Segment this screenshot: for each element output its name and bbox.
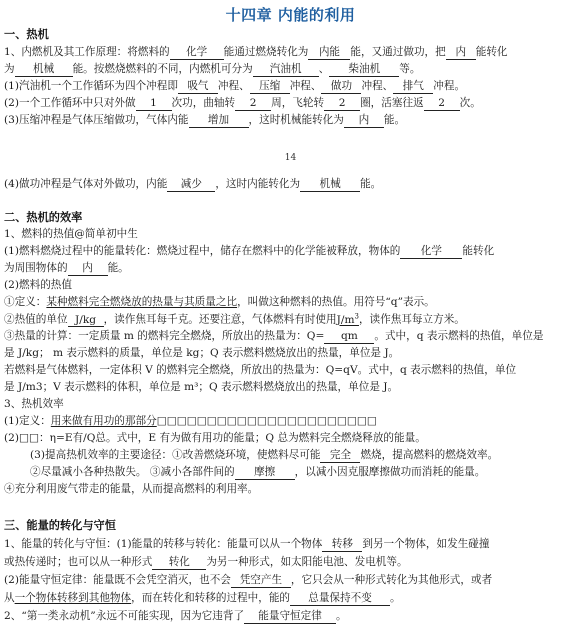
text-line — [4, 78, 579, 94]
fill-blank: 摩擦 — [235, 466, 295, 480]
text-span: 次功，曲轴转 — [171, 97, 236, 109]
fill-blank: 排气 — [393, 80, 433, 94]
text-line — [4, 95, 579, 111]
fill-blank: 2 — [235, 97, 271, 111]
fill-blank: 转移 — [322, 538, 362, 552]
underlined-answer — [337, 314, 359, 326]
text-line: 是 J/m3；V 表示燃料的体积，单位是 m³；Q 表示燃料燃烧放出的热量，单位是 J。 — [4, 381, 399, 393]
text-line — [4, 536, 579, 552]
text-span: ①定义： — [4, 296, 47, 308]
underlined-answer: 某种燃料完全燃烧放的热量与其质量之比 — [46, 296, 238, 308]
underlined-answer: 用来做有用功的那部分 — [50, 415, 157, 427]
text-span: ，读作焦耳每千克。还要注意，气体燃料有时使用 — [103, 313, 337, 326]
text-span: ②尽量减小各种热散失。 ③减小各部件间的 — [30, 466, 235, 478]
text-span: ，而在转化和转移的过程中，能的 — [131, 592, 291, 604]
text-line — [4, 413, 579, 429]
fill-blank: 机械 — [15, 63, 73, 77]
fill-blank: 做功 — [321, 80, 361, 94]
fill-blank: 增加 — [189, 114, 249, 128]
text-span: ，读作焦耳每立方米。 — [358, 313, 465, 326]
text-line — [4, 44, 579, 60]
text-span: ，它只会从一种形式转化为其他形式，或者 — [290, 574, 493, 586]
fill-blank: 减少 — [167, 178, 215, 192]
text-span: 到另一个物体，如发生碰撞 — [362, 538, 490, 550]
text-span: 1、能量的转化与守恒：(1)能量的转移与转化：能量可以从一个物体 — [4, 538, 323, 550]
text-span: 能转化 — [462, 245, 495, 257]
text-span: 能。 — [383, 114, 406, 126]
text-line — [4, 260, 579, 276]
text-span: 冲程、 — [361, 80, 394, 92]
text-span: 为另一种形式，如太阳能电池、发电机等。 — [206, 556, 408, 568]
page-number: 14 — [284, 153, 297, 163]
text-line: 是 J/kg； m 表示燃料的质量，单位是 kg；Q 表示燃料燃烧放出的热量，单位是 J。 — [4, 347, 400, 359]
text-span: 为周围物体的 — [4, 262, 68, 274]
text-span: 。 — [336, 610, 347, 622]
text-span: 圈，活塞往返 — [360, 97, 424, 109]
text-line: 3、热机效率 — [4, 398, 64, 410]
text-span: (2)一个工作循环中只对外做 — [4, 97, 136, 109]
text-line — [4, 554, 579, 570]
fill-blank: 化学 — [400, 245, 462, 259]
chapter-title: 十四章 内能的利用 — [225, 6, 356, 24]
text-span: (2)能量守恒定律：能量既不会凭空消灭，也不会 — [4, 574, 231, 586]
text-span: 次。 — [459, 97, 481, 109]
text-span: 冲程、 — [217, 80, 250, 92]
fill-blank: qm — [324, 330, 374, 344]
text-span: ②热值的单位 — [4, 313, 68, 326]
text-line: 若燃料是气体燃料，一定体积 V 的燃料完全燃烧，所放出的热量为：Q=qV。式中，q 表示燃料的热值，单位 — [4, 364, 517, 376]
text-span: 能。 — [107, 262, 129, 274]
text-span: 能。 — [360, 178, 382, 190]
fill-blank: 柴油机 — [329, 63, 399, 77]
text-line — [4, 176, 579, 192]
text-span: 燃烧，提高燃料的燃烧效率。 — [360, 449, 499, 461]
text-span: ，这时机械能转化为 — [248, 114, 344, 126]
text-span: 冲程、 — [289, 80, 322, 92]
text-span: ，以减小因克服摩擦做功而消耗的能量。 — [294, 466, 486, 478]
text-span: 能通过燃烧转化为 — [223, 46, 309, 58]
section-heading-efficiency: 二、热机的效率 — [4, 211, 83, 224]
fill-blank: 化学 — [170, 46, 224, 60]
text-span: (3)压缩冲程是气体压缩做功，气体内能 — [4, 114, 189, 126]
text-span: 冲程。 — [433, 80, 466, 92]
text-line — [4, 608, 579, 624]
text-span: 或热传递时；也可以从一种形式 — [4, 556, 153, 568]
fill-blank: 内 — [446, 46, 476, 60]
text-span: 等。 — [399, 63, 421, 75]
fill-blank: 1 — [136, 97, 172, 111]
text-span: ，这时内能转化为 — [215, 178, 301, 190]
text-span: □□□□□□□□□□□□□□□□□□□□□□ — [156, 415, 377, 427]
text-span: ③热量的计算：一定质量 m 的燃料完全燃烧，所放出的热量为：Q= — [4, 330, 325, 342]
fill-blank: 2 — [424, 97, 460, 111]
text-line — [30, 447, 581, 463]
text-line — [4, 294, 579, 310]
text-span: 周，飞轮转 — [271, 97, 325, 109]
fill-blank: 转化 — [152, 556, 206, 570]
text-span: (1)汽油机一个工作循环为四个冲程即 — [4, 80, 178, 92]
text-span: (4)做功冲程是气体对外做功，内能 — [4, 178, 168, 190]
text-span: 1、内燃机及其工作原理：将燃料的 — [4, 46, 170, 58]
text-span: 。 — [390, 592, 401, 604]
fill-blank: 完全 — [320, 449, 360, 463]
fill-blank: 压缩 — [250, 80, 290, 94]
fill-blank: J/kg — [68, 314, 104, 328]
fill-blank: 机械 — [300, 178, 360, 192]
fill-blank: 2 — [324, 97, 360, 111]
text-span: 2、“第一类永动机”永远不可能实现，因为它违背了 — [4, 610, 245, 622]
text-line — [4, 112, 579, 128]
superscript: 3 — [354, 312, 359, 320]
text-line — [4, 572, 579, 588]
text-span: (3)提高热机效率的主要途径：①改善燃烧环境，使燃料尽可能 — [30, 449, 321, 461]
fill-blank: 能量守恒定律 — [244, 610, 336, 624]
text-span: (1)定义： — [4, 415, 51, 427]
text-line — [4, 590, 579, 606]
section-heading-energy-conservation: 三、能量的转化与守恒 — [4, 519, 116, 532]
text-line — [4, 243, 579, 259]
text-line: (2)燃料的热值 — [4, 279, 72, 291]
text-span: 。式中，q 表示燃料的热值，单位是 — [374, 330, 544, 342]
underlined-answer: 一个物体转移到其他物体 — [14, 592, 132, 604]
text-span: ，叫做这种燃料的热值。用符号“q”表示。 — [237, 296, 435, 308]
fill-blank: 内 — [68, 262, 108, 276]
unit-text: J/m — [336, 313, 355, 326]
text-span: 能，又通过做功，把 — [350, 46, 446, 58]
text-line: 1、燃料的热值@简单初中生 — [4, 228, 138, 240]
text-line — [30, 464, 581, 480]
text-line: ④充分利用废气带走的能量，从而提高燃料的利用率。 — [4, 483, 259, 495]
section-heading-heat-engine: 一、热机 — [4, 28, 49, 41]
fill-blank: 内 — [344, 114, 384, 128]
text-line — [4, 311, 579, 328]
fill-blank: 汽油机 — [253, 63, 319, 77]
text-span: 为 — [4, 63, 15, 75]
fill-blank: 总量保持不变 — [290, 592, 390, 606]
text-line — [4, 328, 579, 344]
text-line — [4, 61, 579, 77]
text-span: 能转化 — [475, 46, 508, 58]
fill-blank: 内能 — [308, 46, 350, 60]
text-span: 、 — [318, 63, 330, 75]
text-span: 从 — [4, 592, 15, 604]
fill-blank: 凭空产生 — [231, 574, 291, 588]
text-line: (2)□□：η=E有/Q总。式中，E 有为做有用功的能量；Q 总为燃料完全燃烧释放的能量。 — [4, 432, 426, 444]
text-span: (1)燃料燃烧过程中的能量转化：燃烧过程中，储存在燃料中的化学能被释放，物体的 — [4, 245, 401, 257]
text-span: 能。按燃烧燃料的不同，内燃机可分为 — [72, 63, 253, 75]
fill-blank: 吸气 — [178, 80, 218, 94]
